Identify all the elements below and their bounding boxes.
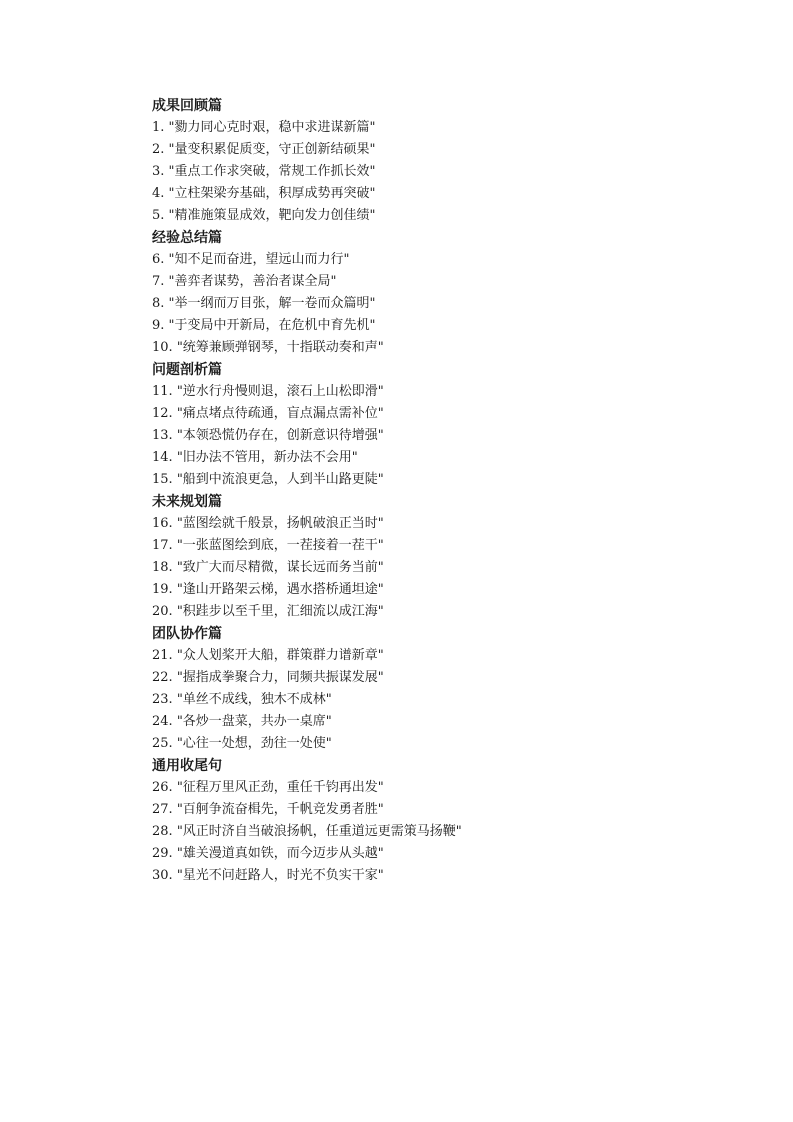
item-text: "逆水行舟慢则退，滚石上山松即滑" bbox=[176, 384, 384, 399]
list-item bbox=[152, 601, 752, 623]
item-number: 24. bbox=[152, 714, 173, 729]
item-text: "立柱架梁夯基础，积厚成势再突破" bbox=[168, 186, 376, 201]
item-text: "于变局中开新局，在危机中育先机" bbox=[168, 318, 376, 333]
item-text: "本领恐慌仍存在，创新意识待增强" bbox=[176, 428, 384, 443]
list-item bbox=[152, 689, 752, 711]
item-text: "单丝不成线，独木不成林" bbox=[176, 692, 332, 707]
item-number: 3. bbox=[152, 164, 165, 179]
item-text: "一张蓝图绘到底，一茬接着一茬干" bbox=[176, 538, 384, 553]
section-title: 未来规划篇 bbox=[152, 494, 222, 510]
item-number: 21. bbox=[152, 648, 173, 663]
list-item bbox=[152, 161, 752, 183]
item-number: 23. bbox=[152, 692, 173, 707]
item-text: "蓝图绘就千般景，扬帆破浪正当时" bbox=[176, 516, 384, 531]
item-text: "逢山开路架云梯，遇水搭桥通坦途" bbox=[176, 582, 384, 597]
item-text: "致广大而尽精微，谋长远而务当前" bbox=[176, 560, 384, 575]
list-item bbox=[152, 513, 752, 535]
section-title: 团队协作篇 bbox=[152, 626, 222, 642]
item-number: 8. bbox=[152, 296, 165, 311]
list-item bbox=[152, 557, 752, 579]
list-item bbox=[152, 777, 752, 799]
item-text: "星光不问赶路人，时光不负实干家" bbox=[176, 868, 384, 883]
item-text: "勠力同心克时艰，稳中求进谋新篇" bbox=[168, 120, 376, 135]
list-item bbox=[152, 249, 752, 271]
item-number: 12. bbox=[152, 406, 173, 421]
item-number: 4. bbox=[152, 186, 165, 201]
item-text: "积跬步以至千里，汇细流以成江海" bbox=[176, 604, 384, 619]
item-number: 10. bbox=[152, 340, 173, 355]
list-item bbox=[152, 843, 752, 865]
item-text: "量变积累促质变，守正创新结硕果" bbox=[168, 142, 376, 157]
item-number: 26. bbox=[152, 780, 173, 795]
item-number: 16. bbox=[152, 516, 173, 531]
item-text: "心往一处想，劲往一处使" bbox=[176, 736, 332, 751]
list-item bbox=[152, 733, 752, 755]
item-number: 28. bbox=[152, 824, 173, 839]
quote-list bbox=[152, 249, 752, 359]
list-item bbox=[152, 205, 752, 227]
item-number: 15. bbox=[152, 472, 173, 487]
list-item bbox=[152, 821, 752, 843]
item-number: 25. bbox=[152, 736, 173, 751]
list-item bbox=[152, 469, 752, 491]
section-experience bbox=[152, 227, 752, 359]
list-item bbox=[152, 425, 752, 447]
item-number: 29. bbox=[152, 846, 173, 861]
item-text: "征程万里风正劲，重任千钧再出发" bbox=[176, 780, 384, 795]
quote-list bbox=[152, 513, 752, 623]
item-number: 19. bbox=[152, 582, 173, 597]
item-number: 7. bbox=[152, 274, 165, 289]
quote-list bbox=[152, 645, 752, 755]
section-title: 通用收尾句 bbox=[152, 758, 222, 774]
list-item bbox=[152, 315, 752, 337]
list-item bbox=[152, 293, 752, 315]
item-number: 5. bbox=[152, 208, 165, 223]
item-number: 17. bbox=[152, 538, 173, 553]
item-number: 2. bbox=[152, 142, 165, 157]
list-item bbox=[152, 117, 752, 139]
item-number: 11. bbox=[152, 384, 173, 399]
item-text: "风正时济自当破浪扬帆，任重道远更需策马扬鞭" bbox=[176, 824, 462, 839]
quote-list bbox=[152, 117, 752, 227]
item-text: "雄关漫道真如铁，而今迈步从头越" bbox=[176, 846, 384, 861]
item-text: "握指成拳聚合力，同频共振谋发展" bbox=[176, 670, 384, 685]
item-text: "统筹兼顾弹钢琴，十指联动奏和声" bbox=[176, 340, 384, 355]
section-title: 经验总结篇 bbox=[152, 230, 222, 246]
item-text: "痛点堵点待疏通，盲点漏点需补位" bbox=[176, 406, 384, 421]
list-item bbox=[152, 403, 752, 425]
quote-list bbox=[152, 777, 752, 887]
list-item bbox=[152, 799, 752, 821]
list-item bbox=[152, 667, 752, 689]
list-item bbox=[152, 271, 752, 293]
list-item bbox=[152, 447, 752, 469]
item-text: "各炒一盘菜，共办一桌席" bbox=[176, 714, 332, 729]
item-number: 1. bbox=[152, 120, 165, 135]
item-number: 20. bbox=[152, 604, 173, 619]
item-text: "精准施策显成效，靶向发力创佳绩" bbox=[168, 208, 376, 223]
section-problems bbox=[152, 359, 752, 491]
item-text: "船到中流浪更急，人到半山路更陡" bbox=[176, 472, 384, 487]
item-number: 9. bbox=[152, 318, 165, 333]
item-number: 6. bbox=[152, 252, 165, 267]
item-number: 30. bbox=[152, 868, 173, 883]
section-title: 成果回顾篇 bbox=[152, 98, 222, 114]
item-text: "旧办法不管用，新办法不会用" bbox=[176, 450, 358, 465]
list-item bbox=[152, 381, 752, 403]
item-number: 27. bbox=[152, 802, 173, 817]
list-item bbox=[152, 139, 752, 161]
item-text: "善弈者谋势，善治者谋全局" bbox=[168, 274, 337, 289]
list-item bbox=[152, 711, 752, 733]
item-number: 13. bbox=[152, 428, 173, 443]
item-text: "重点工作求突破，常规工作抓长效" bbox=[168, 164, 376, 179]
item-text: "举一纲而万目张，解一卷而众篇明" bbox=[168, 296, 376, 311]
list-item bbox=[152, 183, 752, 205]
item-number: 14. bbox=[152, 450, 173, 465]
list-item bbox=[152, 535, 752, 557]
section-teamwork bbox=[152, 623, 752, 755]
list-item bbox=[152, 337, 752, 359]
section-future-plans bbox=[152, 491, 752, 623]
item-text: "百舸争流奋楫先，千帆竞发勇者胜" bbox=[176, 802, 384, 817]
item-text: "众人划桨开大船，群策群力谱新章" bbox=[176, 648, 384, 663]
section-title: 问题剖析篇 bbox=[152, 362, 222, 378]
list-item bbox=[152, 865, 752, 887]
item-number: 18. bbox=[152, 560, 173, 575]
quote-list bbox=[152, 381, 752, 491]
item-number: 22. bbox=[152, 670, 173, 685]
section-closing-lines bbox=[152, 755, 752, 887]
document-body bbox=[152, 95, 752, 887]
list-item bbox=[152, 645, 752, 667]
item-text: "知不足而奋进，望远山而力行" bbox=[168, 252, 350, 267]
section-achievements bbox=[152, 95, 752, 227]
list-item bbox=[152, 579, 752, 601]
